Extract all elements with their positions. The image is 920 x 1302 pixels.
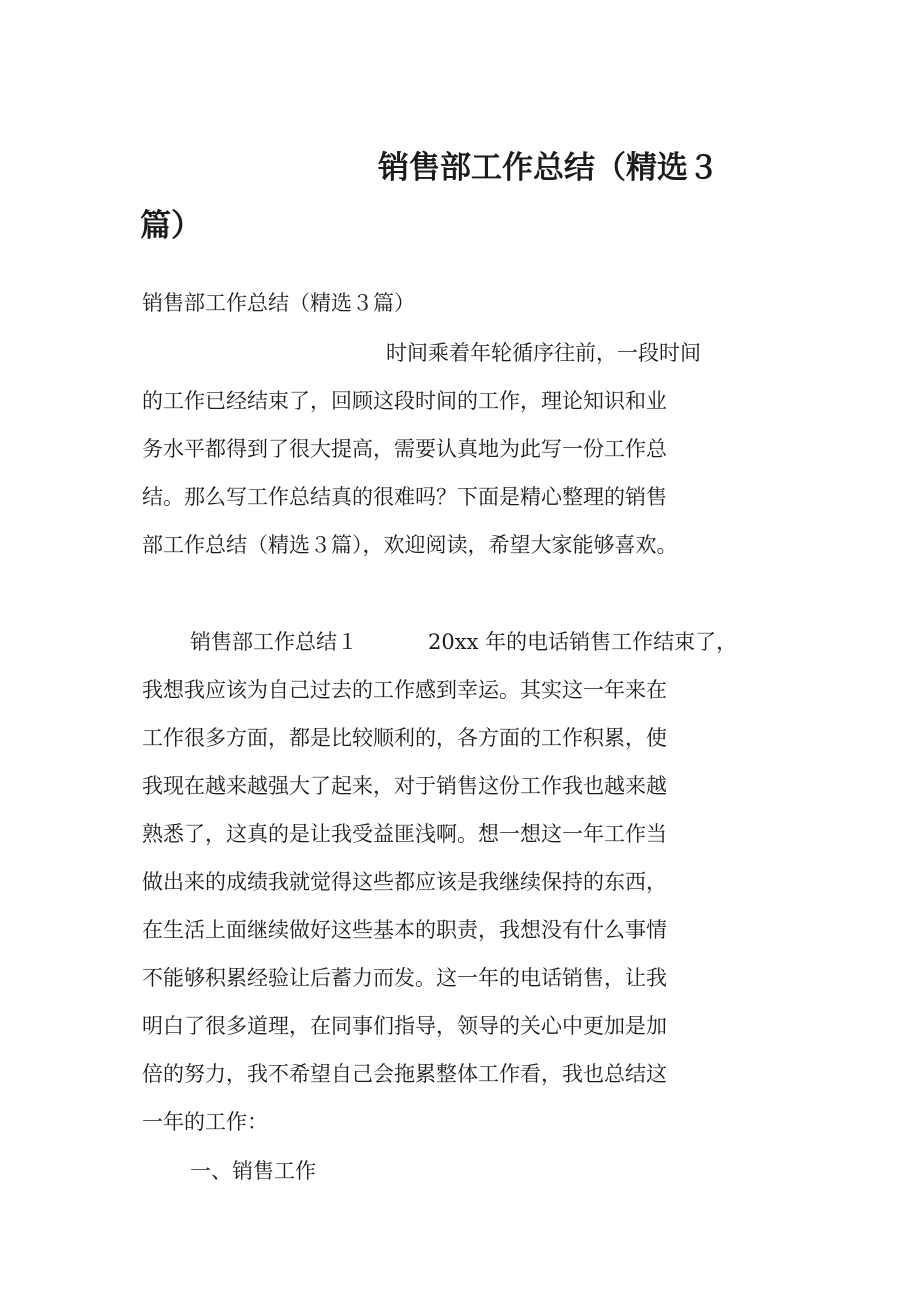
paragraph-line: 工作很多方面，都是比较顺利的，各方面的工作积累，使 [142, 726, 667, 750]
paragraph-line: 做出来的成绩我就觉得这些都应该是我继续保持的东西， [142, 870, 667, 894]
intro-line: 结。那么写工作总结真的很难吗？下面是精心整理的销售 [142, 485, 667, 509]
subheading: 一、销售工作 [190, 1159, 316, 1183]
intro-line: 务水平都得到了很大提高，需要认真地为此写一份工作总 [142, 437, 667, 461]
section-heading: 销售部工作总结１ [190, 630, 358, 654]
title-line-2: 篇） [140, 208, 202, 244]
intro-line: 时间乘着年轮循序往前，一段时间 [386, 341, 701, 365]
paragraph-line: 我想我应该为自己过去的工作感到幸运。其实这一年来在 [142, 678, 667, 702]
paragraph-line: 在生活上面继续做好这些基本的职责，我想没有什么事情 [142, 918, 667, 942]
subtitle: 销售部工作总结（精选３篇） [142, 291, 415, 315]
paragraph-line: 倍的努力，我不希望自己会拖累整体工作看，我也总结这 [142, 1062, 667, 1086]
intro-line: 的工作已经结束了，回顾这段时间的工作，理论知识和业 [142, 389, 667, 413]
paragraph-line: 明白了很多道理，在同事们指导，领导的关心中更加是加 [142, 1014, 667, 1038]
section-first-line: 20xx 年的电话销售工作结束了， [428, 630, 738, 654]
title-line-1: 销售部工作总结（精选３ [378, 150, 719, 186]
intro-line: 部工作总结（精选３篇），欢迎阅读，希望大家能够喜欢。 [142, 533, 678, 557]
paragraph-line: 不能够积累经验让后蓄力而发。这一年的电话销售，让我 [142, 966, 667, 990]
paragraph-line: 熟悉了，这真的是让我受益匪浅啊。想一想这一年工作当 [142, 822, 667, 846]
paragraph-line: 一年的工作： [142, 1110, 268, 1134]
paragraph-line: 我现在越来越强大了起来，对于销售这份工作我也越来越 [142, 774, 667, 798]
